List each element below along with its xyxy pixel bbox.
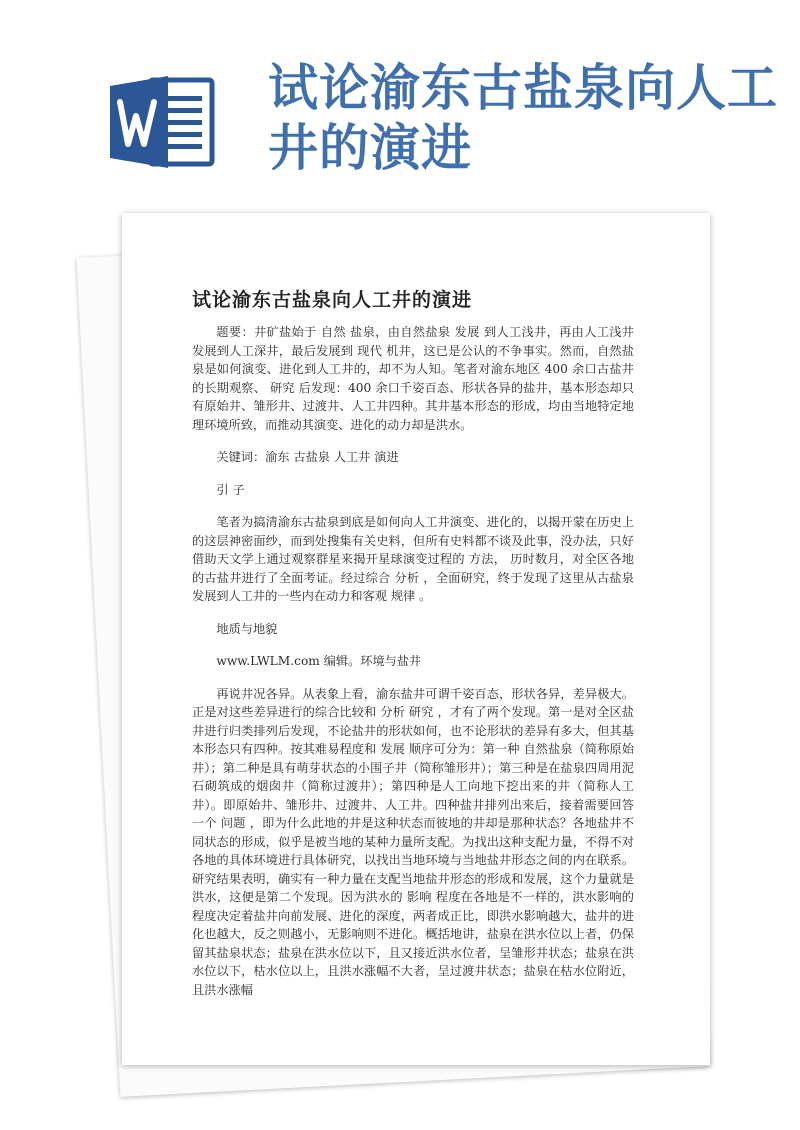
section-heading-intro: 引 子 xyxy=(216,482,245,497)
document-page xyxy=(122,213,710,1065)
editor-line: www.LWLM.com 编辑。环境与盐井 xyxy=(216,654,422,668)
intro-paragraph: 笔者为搞清渝东古盐泉到底是如何向人工井演变、进化的，以揭开蒙在历史上的这层神密面纱，而到处搜集有关史料，但所有史料都不谈及此事，没办法，只好借助天文学上通过观察群星来揭开星球演变过程的 方法， 历时数月，对全区各地的古盐井进行了全面考证。经过综合 分析 ，全面研究，终于发现了这里从古盐泉发展到人工井的一些内在动力和客观 规律 。 xyxy=(192,515,634,603)
header-title: 试论渝东古盐泉向人工井的演进 xyxy=(268,59,778,177)
abstract-paragraph: 题要：井矿盐始于 自然 盐泉，由自然盐泉 发展 到人工浅井，再由人工浅井发展到人工深井，最后发展到 现代 机井，这已是公认的不争事实。然而，自然盐泉是如何演变、进化到人工井的，却不为人知。笔者对渝东地区 400 余口古盐井的长期观察、 研究 后发现：400 余口千姿百态、形状各异的盐井，基本形态却只有原始井、雏形井、过渡井、人工井四种。其井基本形态的形成，均由当地特定地理环境所致，而推动其演变、进化的动力却是洪水。 xyxy=(192,325,634,432)
word-document-icon xyxy=(108,72,218,172)
body-paragraph: 再说井况各异。从表象上看，渝东盐井可谓千姿百态，形状各异，差异极大。正是对这些差异进行的综合比较和 分析 研究 ，才有了两个发现。第一是对全区盐井进行归类排列后发现，不论盐井的形状如何，也不论形状的差异有多大，但其基本形态只有四种。按其难易程度和 发展 顺序可分为：第一种 自然盐泉（简称原始井）；第二种是具有萌芽状态的小围子井（简称雏形井）；第三种是在盐泉四周用泥石砌筑成的烟囱井（简称过渡井）；第四种是人工向地下挖出来的井（简称人工井）。即原始井、雏形井、过渡井、人工井。四种盐井排列出来后，接着需要回答一个 问题 ，即为什么此地的井是这种状态而彼地的井却是那种状态？各地盐井不同状态的形成，似乎是被当地的某种力量所支配。为找出这种支配力量，不得不对各地的具体环境进行具体研究，以找出当地环境与当地盐井形态之间的内在联系。研究结果表明，确实有一种力量在支配当地盐井形态的形成和发展，这个力量就是洪水，这便是第二个发现。因为洪水的 影响 程度在各地是不一样的，洪水影响的程度决定着盐井向前发展、进化的深度，两者成正比，即洪水影响越大，盐井的进化也越大，反之则越小，无影响则不进化。概括地讲，盐泉在洪水位以上者，仍保留其盐泉状态；盐泉在洪水位以下，且又接近洪水位者，呈雏形井状态；盐泉在洪水位以下，枯水位以上，且洪水涨幅不大者，呈过渡井状态；盐泉在枯水位附近，且洪水涨幅 xyxy=(192,686,634,997)
keywords-paragraph: 关键词：渝东 古盐泉 人工井 演进 xyxy=(216,450,399,464)
section-heading-geology: 地质与地貌 xyxy=(216,621,278,636)
document-body xyxy=(192,323,634,1013)
document-title: 试论渝东古盐泉向人工井的演进 xyxy=(192,289,473,311)
